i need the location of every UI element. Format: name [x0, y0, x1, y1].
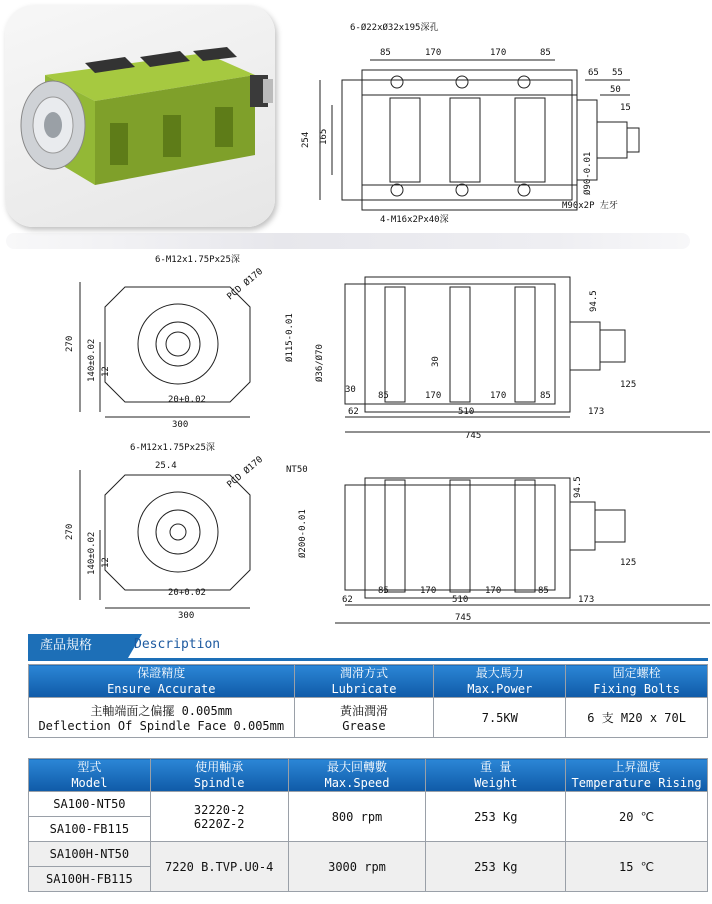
fb115-drawings	[60, 252, 710, 442]
dim-94-5: 94.5	[573, 476, 583, 498]
dim-173: 173	[578, 595, 595, 605]
dim-125: 125	[620, 558, 637, 568]
header-temp: 上昇溫度 Temperature Rising	[566, 759, 708, 792]
dim-62: 62	[342, 595, 353, 605]
dim-270: 270	[65, 523, 75, 540]
dim-12: 12	[101, 557, 111, 568]
dim-25-4: 25.4	[155, 461, 177, 471]
dim-300: 300	[172, 420, 189, 430]
dim-20: 20+0.02	[168, 588, 206, 598]
cell-model: SA100H-NT50	[29, 842, 151, 867]
dim-85: 85	[540, 48, 551, 58]
dim-85: 85	[380, 48, 391, 58]
dim-m12: 6-M12x1.75Px25深	[155, 255, 240, 265]
dim-170: 170	[425, 48, 442, 58]
dim-300: 300	[178, 611, 195, 621]
product-photo	[5, 5, 275, 227]
dim-62: 62	[348, 407, 359, 417]
header-spindle: 使用軸承 Spindle	[150, 759, 288, 792]
dim-m16: 4-M16x2Px40深	[380, 215, 449, 225]
spec-table-1	[28, 664, 708, 738]
cell-lubricate: 黃油潤滑 Grease	[294, 698, 434, 738]
dim-d90: Ø90-0.01	[583, 151, 593, 195]
dim-270: 270	[65, 335, 75, 352]
dim-85: 85	[378, 586, 389, 596]
cell-bolts: 6 支 M20 x 70L	[566, 698, 708, 738]
cell-weight: 253 Kg	[426, 842, 566, 892]
dim-125: 125	[620, 380, 637, 390]
dim-140: 140±0.02	[87, 531, 97, 575]
top-view-drawing	[300, 10, 700, 230]
section-subtitle: Description	[134, 637, 221, 652]
cell-temp: 15 ℃	[566, 842, 708, 892]
section-title: 產品規格	[28, 634, 128, 658]
dim-nt50: NT50	[286, 465, 308, 475]
header-weight: 重 量 Weight	[426, 759, 566, 792]
dim-55: 55	[612, 68, 623, 78]
cell-model: SA100-FB115	[29, 817, 151, 842]
table-row	[29, 698, 708, 738]
dim-170: 170	[485, 586, 502, 596]
dim-m12: 6-M12x1.75Px25深	[130, 443, 215, 453]
dim-20: 20+0.02	[168, 395, 206, 405]
dim-d36: Ø36/Ø70	[315, 344, 325, 382]
cell-weight: 253 Kg	[426, 792, 566, 842]
header-speed: 最大回轉數 Max.Speed	[288, 759, 426, 792]
section-rule	[28, 658, 708, 661]
cell-bearing: 32220-2 6220Z-2	[150, 792, 288, 842]
cell-bearing: 7220 B.TVP.U0-4	[150, 842, 288, 892]
dim-pcd: PCD Ø170	[225, 454, 266, 491]
cell-temp: 20 ℃	[566, 792, 708, 842]
spec-table-2	[28, 758, 708, 892]
dim-173: 173	[588, 407, 605, 417]
header-bolts: 固定螺栓 Fixing Bolts	[566, 665, 708, 698]
dim-510: 510	[458, 407, 475, 417]
cell-model: SA100H-FB115	[29, 867, 151, 892]
dim-top-holes: 6-Ø22xØ32x195深孔	[350, 23, 439, 33]
cell-accuracy: 主軸端面之偏擺 0.005mm Deflection Of Spindle Face 0.005mm	[29, 698, 295, 738]
dim-15: 15	[620, 103, 631, 113]
dim-140: 140±0.02	[87, 338, 97, 382]
cell-power: 7.5KW	[434, 698, 566, 738]
dim-85: 85	[540, 391, 551, 401]
nt50-drawings	[60, 440, 710, 632]
cell-speed: 3000 rpm	[288, 842, 426, 892]
dim-d200: Ø200-0.01	[298, 509, 308, 558]
dim-94-5: 94.5	[589, 290, 599, 312]
dim-745: 745	[465, 431, 482, 441]
table-row	[29, 842, 708, 867]
header-model: 型式 Model	[29, 759, 151, 792]
table-row	[29, 792, 708, 817]
cell-speed: 800 rpm	[288, 792, 426, 842]
dim-170: 170	[490, 391, 507, 401]
table-header-row	[29, 759, 708, 792]
dim-254: 254	[301, 131, 311, 148]
dim-170: 170	[490, 48, 507, 58]
dim-85: 85	[378, 391, 389, 401]
dim-165: 165	[319, 128, 329, 145]
table-header-row	[29, 665, 708, 698]
dim-m90: M90x2P 左牙	[562, 201, 618, 211]
dim-pcd: PCD Ø170	[225, 266, 266, 303]
header-lubricate: 潤滑方式 Lubricate	[294, 665, 434, 698]
header-power: 最大馬力 Max.Power	[434, 665, 566, 698]
cell-model: SA100-NT50	[29, 792, 151, 817]
dim-170: 170	[425, 391, 442, 401]
dim-d115: Ø115-0.01	[285, 313, 295, 362]
dim-50: 50	[610, 85, 621, 95]
dim-85: 85	[538, 586, 549, 596]
dim-170: 170	[420, 586, 437, 596]
dim-12: 12	[101, 366, 111, 377]
section-separator	[6, 233, 690, 249]
header-accuracy: 保證精度 Ensure Accurate	[29, 665, 295, 698]
dim-745: 745	[455, 613, 472, 623]
dim-30: 30	[431, 356, 441, 367]
dim-65: 65	[588, 68, 599, 78]
dim-510: 510	[452, 595, 469, 605]
spindle-unit-image	[5, 5, 275, 227]
dim-30: 30	[345, 385, 356, 395]
